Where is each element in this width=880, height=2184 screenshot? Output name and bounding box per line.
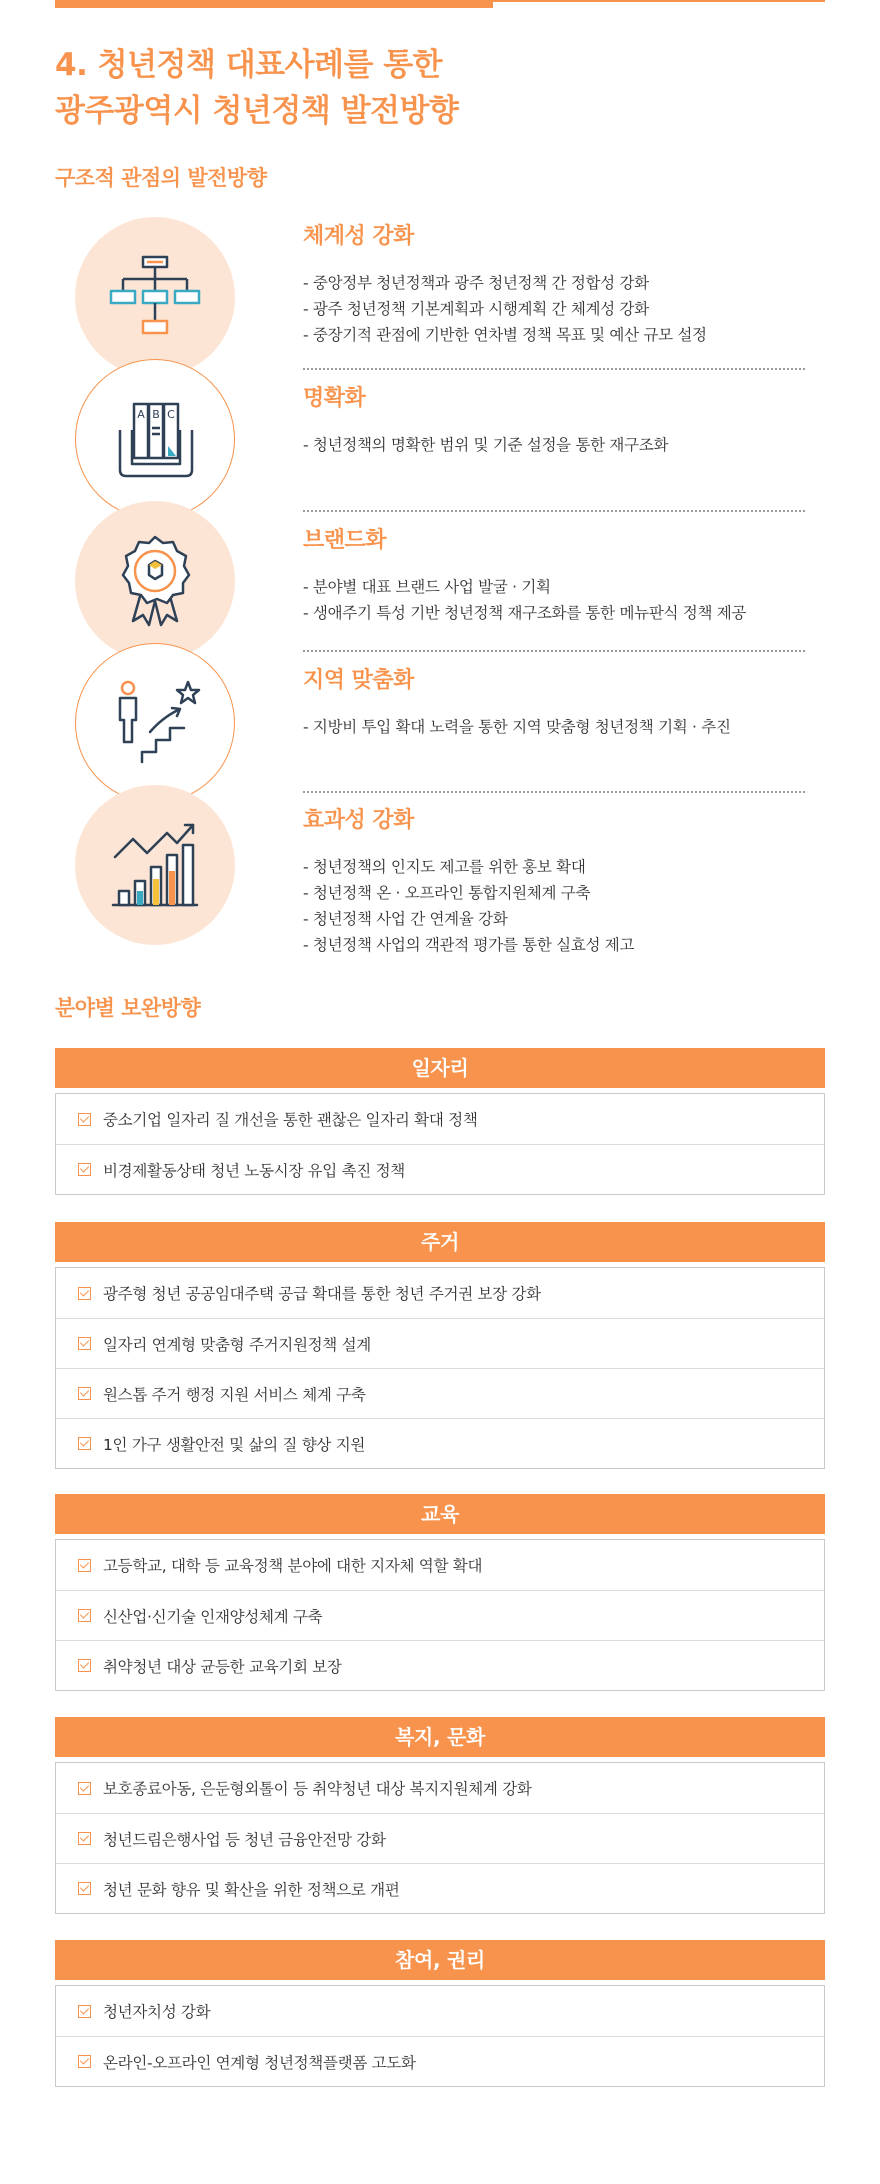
field-row [56, 1763, 824, 1813]
structural-icon-circle-4 [75, 643, 235, 803]
structural-item-bullet: - 지방비 투입 확대 노력을 통한 지역 맞춤형 청년정책 기획 · 추진 [303, 718, 731, 736]
hierarchy-chart-icon [105, 247, 205, 347]
field-card-header: 주거 [55, 1222, 825, 1262]
field-row-text: 보호종료아동, 은둔형외톨이 등 취약청년 대상 복지지원체계 강화 [103, 1780, 532, 1798]
field-card-header: 복지, 문화 [55, 1717, 825, 1757]
top-accent-bar-thick [55, 0, 493, 8]
field-row-text: 1인 가구 생활안전 및 삶의 질 향상 지원 [103, 1435, 366, 1454]
abc-folder-icon [106, 390, 206, 490]
checkbox-icon [78, 1782, 91, 1795]
structural-item-bullet: - 청년정책 사업의 객관적 평가를 통한 실효성 제고 [303, 936, 635, 954]
structural-section-heading: 구조적 관점의 발전방향 [55, 166, 267, 190]
field-row-text: 일자리 연계형 맞춤형 주거지원정책 설계 [103, 1335, 371, 1354]
structural-item-bullet: - 분야별 대표 브랜드 사업 발굴 · 기획 [303, 578, 551, 596]
field-row-text: 신산업·신기술 인재양성체계 구축 [103, 1607, 323, 1626]
structural-item-title: 명확화 [303, 386, 366, 411]
field-card-housing [55, 1222, 825, 1469]
field-card-header: 일자리 [55, 1048, 825, 1088]
structural-icon-circle-2 [75, 359, 235, 519]
svg-text:B: B [152, 408, 160, 421]
checkbox-icon [78, 1113, 91, 1126]
structural-item-bullet: - 청년정책의 명확한 범위 및 기준 설정을 통한 재구조화 [303, 436, 669, 454]
structural-item-bullet: - 생애주기 특성 기반 청년정책 재구조화를 통한 메뉴판식 정책 제공 [303, 604, 747, 622]
structural-icon-circle-1 [75, 217, 235, 377]
field-card-education [55, 1494, 825, 1691]
structural-item-title: 효과성 강화 [303, 808, 414, 833]
field-row-text: 광주형 청년 공공임대주택 공급 확대를 통한 청년 주거권 보장 강화 [103, 1285, 541, 1303]
checkbox-icon [78, 1387, 91, 1400]
field-card-jobs [55, 1048, 825, 1195]
field-row [56, 2036, 824, 2086]
svg-text:A: A [137, 408, 145, 421]
structural-icon-circle-3 [75, 501, 235, 661]
checkbox-icon [78, 1163, 91, 1176]
dotted-divider [303, 650, 805, 652]
page-title-line-2: 광주광역시 청년정책 발전방향 [55, 93, 459, 129]
field-row [56, 1540, 824, 1590]
structural-item-title: 지역 맞춤화 [303, 668, 414, 693]
top-accent-bar-thin [493, 0, 825, 2]
checkbox-icon [78, 1609, 91, 1622]
structural-item-5 [303, 804, 803, 958]
field-row-text: 고등학교, 대학 등 교육정책 분야에 대한 지자체 역할 확대 [103, 1557, 483, 1575]
checkbox-icon [78, 1287, 91, 1300]
field-row [56, 1094, 824, 1144]
structural-item-bullet: - 중장기적 관점에 기반한 연차별 정책 목표 및 예산 규모 설정 [303, 326, 707, 344]
structural-item-bullet: - 청년정책 온 · 오프라인 통합지원체계 구축 [303, 884, 591, 902]
checkbox-icon [78, 2055, 91, 2068]
structural-icon-circle-5 [75, 785, 235, 945]
structural-item-bullet: - 광주 청년정책 기본계획과 시행계획 간 체계성 강화 [303, 300, 649, 318]
field-row-text: 비경제활동상태 청년 노동시장 유입 촉진 정책 [103, 1161, 405, 1180]
structural-item-2 [303, 382, 803, 458]
page-title [55, 42, 755, 134]
field-row-text: 온라인-오프라인 연계형 청년정책플랫폼 고도화 [103, 2053, 416, 2072]
field-row-text: 청년자치성 강화 [103, 2003, 211, 2021]
field-card-body [55, 1762, 825, 1914]
field-row-text: 원스톱 주거 행정 지원 서비스 체계 구축 [103, 1385, 366, 1404]
structural-item-3 [303, 524, 803, 626]
award-ribbon-icon [105, 531, 205, 631]
field-row-text: 청년 문화 향유 및 확산을 위한 정책으로 개편 [103, 1880, 400, 1899]
field-card-body [55, 1539, 825, 1691]
field-row [56, 1986, 824, 2036]
checkbox-icon [78, 1659, 91, 1672]
field-row [56, 1268, 824, 1318]
dotted-divider [303, 510, 805, 512]
dotted-divider [303, 791, 805, 793]
checkbox-icon [78, 1437, 91, 1450]
checkbox-icon [78, 1832, 91, 1845]
checkbox-icon [78, 2005, 91, 2018]
field-card-header: 참여, 권리 [55, 1940, 825, 1980]
field-card-header: 교육 [55, 1494, 825, 1534]
field-card-body [55, 1267, 825, 1469]
dotted-divider [303, 368, 805, 370]
field-card-participation-rights [55, 1940, 825, 2087]
field-row [56, 1590, 824, 1640]
field-row [56, 1640, 824, 1690]
page-title-line-1: 4. 청년정책 대표사례를 통한 [55, 47, 443, 83]
structural-item-bullet: - 청년정책 사업 간 연계율 강화 [303, 910, 508, 928]
checkbox-icon [78, 1559, 91, 1572]
field-row [56, 1144, 824, 1194]
field-row-text: 취약청년 대상 균등한 교육기회 보장 [103, 1657, 342, 1676]
field-row [56, 1368, 824, 1418]
structural-item-4 [303, 664, 803, 740]
fields-section-heading: 분야별 보완방향 [55, 996, 201, 1020]
svg-text:C: C [167, 408, 175, 421]
structural-item-bullet: - 청년정책의 인지도 제고를 위한 홍보 확대 [303, 858, 586, 876]
field-row [56, 1418, 824, 1468]
field-row-text: 중소기업 일자리 질 개선을 통한 괜찮은 일자리 확대 정책 [103, 1111, 478, 1129]
structural-item-1 [303, 220, 803, 348]
structural-item-title: 체계성 강화 [303, 224, 414, 249]
person-stairs-star-icon [106, 674, 206, 774]
growth-chart-icon [105, 815, 205, 915]
field-row [56, 1318, 824, 1368]
field-row [56, 1813, 824, 1863]
checkbox-icon [78, 1337, 91, 1350]
field-card-body [55, 1985, 825, 2087]
field-row-text: 청년드림은행사업 등 청년 금융안전망 강화 [103, 1830, 386, 1849]
field-card-body [55, 1093, 825, 1195]
checkbox-icon [78, 1882, 91, 1895]
field-row [56, 1863, 824, 1913]
top-accent-bar [55, 0, 825, 8]
structural-item-bullet: - 중앙정부 청년정책과 광주 청년정책 간 정합성 강화 [303, 274, 649, 292]
field-card-welfare-culture [55, 1717, 825, 1914]
structural-item-title: 브랜드화 [303, 528, 387, 553]
